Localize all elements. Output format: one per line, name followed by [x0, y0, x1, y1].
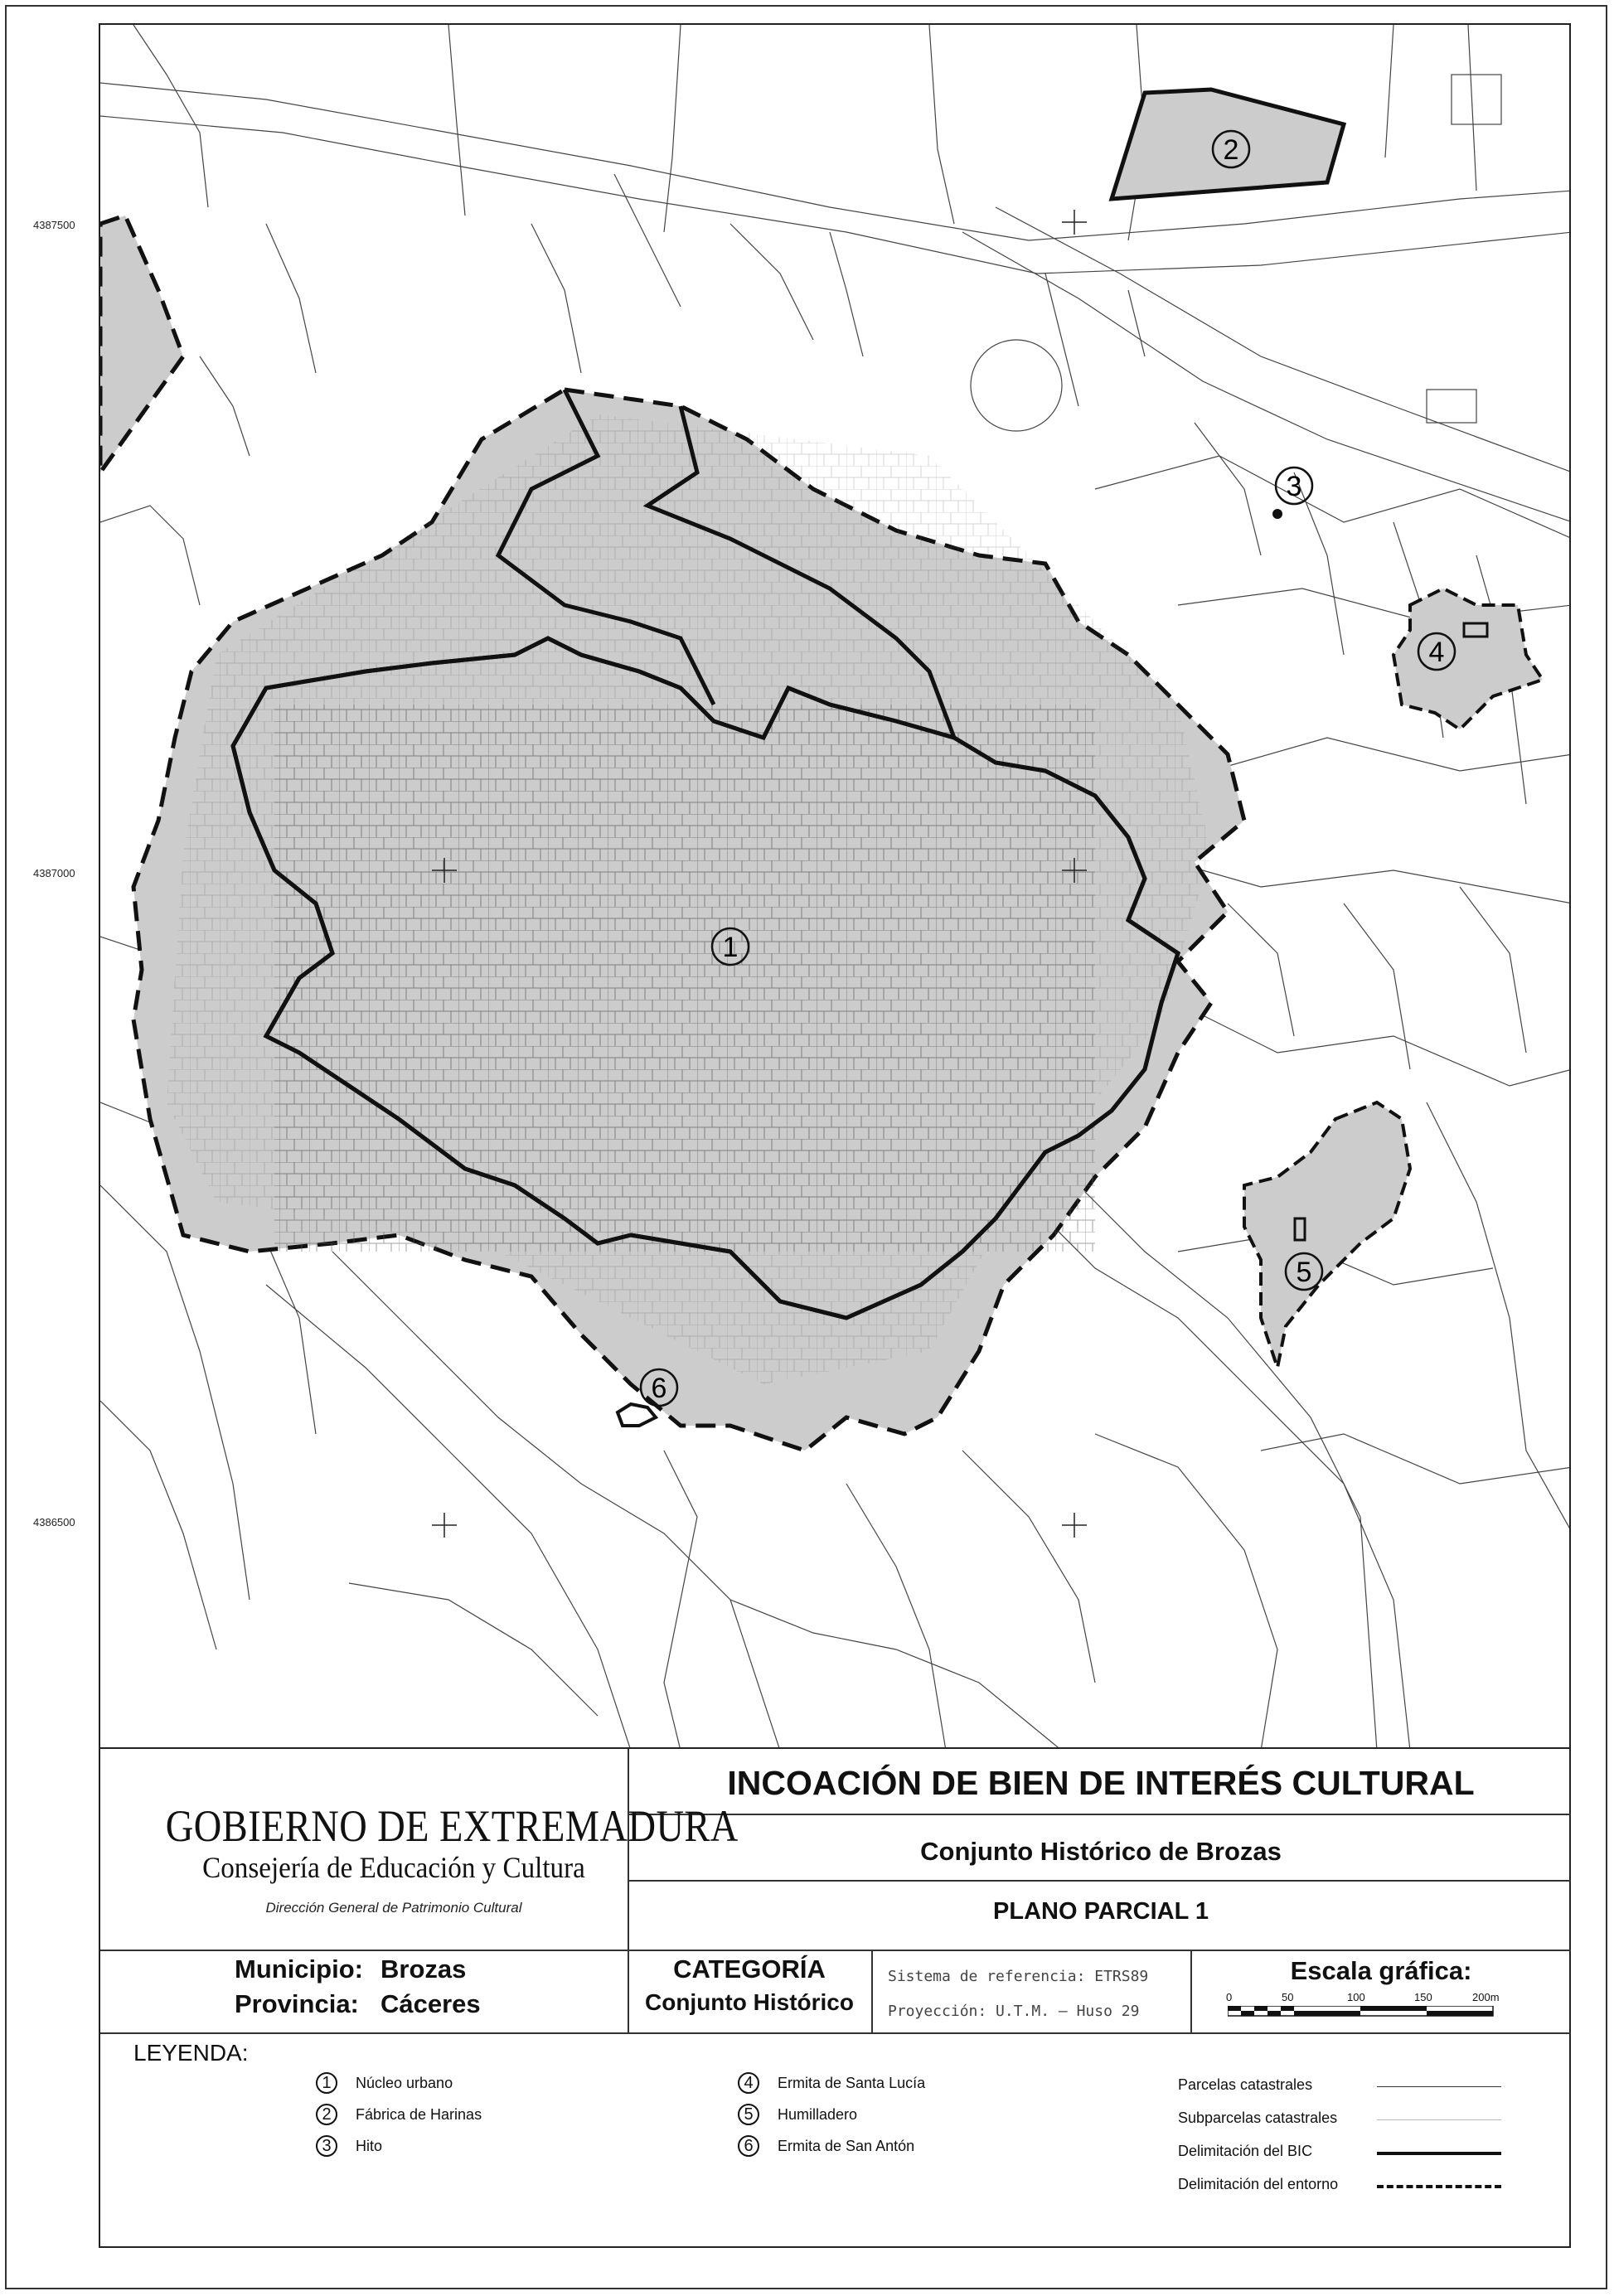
legend-num-4: 4: [738, 2072, 759, 2094]
legend-label-4: Ermita de Santa Lucía: [778, 2075, 926, 2091]
divider-subtitle: [628, 1880, 1571, 1882]
divider-sistema: [871, 1950, 873, 2032]
coord-y-4387000: 4387000: [33, 867, 75, 879]
legend-line-subparcelas: [1377, 2119, 1501, 2120]
scale-tick-200: 200m: [1472, 1991, 1500, 2003]
sub-title: Conjunto Histórico de Brozas: [920, 1837, 1282, 1866]
logo-sub: Consejería de Educación y Cultura: [202, 1851, 585, 1884]
legend-num-6: 6: [738, 2135, 759, 2157]
label-1-text: 1: [722, 932, 739, 963]
provincia-label: Provincia:: [235, 1989, 359, 2018]
proyeccion: Proyección: U.T.M. – Huso 29: [888, 2003, 1140, 2020]
legend-label-5: Humilladero: [778, 2106, 858, 2123]
categoria-label: CATEGORÍA: [673, 1955, 826, 1984]
legend-line-label-parcelas: Parcelas catastrales: [1178, 2076, 1313, 2093]
legend-line-parcelas: [1377, 2086, 1501, 2087]
label-3-marker: [1276, 467, 1312, 504]
scale-tick-150: 150: [1414, 1991, 1432, 2003]
map-frame: [99, 23, 1571, 1749]
provincia-value: Cáceres: [380, 1989, 481, 2018]
title-block: [99, 1747, 1571, 2248]
divider-legend: [100, 2032, 1571, 2034]
site-5-area: [1244, 1102, 1410, 1368]
legend-line-label-subparcelas: Subparcelas catastrales: [1178, 2110, 1338, 2126]
legend-line-label-entorno: Delimitación del entorno: [1178, 2176, 1339, 2192]
scale-bar: [1228, 2006, 1501, 2017]
legend-num-1: 1: [316, 2072, 337, 2094]
legend-line-entorno: [1377, 2185, 1501, 2188]
legend-line-bic: [1377, 2152, 1501, 2155]
site-4-area: [1393, 589, 1543, 729]
scale-tick-50: 50: [1282, 1991, 1294, 2003]
legend-num-3: 3: [316, 2135, 337, 2157]
legend-title: LEYENDA:: [133, 2040, 249, 2066]
label-4-text: 4: [1428, 637, 1445, 668]
label-6-text: 6: [651, 1373, 667, 1404]
sistema-referencia: Sistema de referencia: ETRS89: [888, 1968, 1149, 1985]
municipio-value: Brozas: [380, 1955, 467, 1984]
map-canvas: [100, 25, 1571, 1749]
legend-label-2: Fábrica de Harinas: [356, 2106, 482, 2123]
scale-tick-0: 0: [1226, 1991, 1233, 2003]
legend-label-6: Ermita de San Antón: [778, 2138, 915, 2154]
divider-info: [100, 1950, 1571, 1951]
coord-y-4387500: 4387500: [33, 219, 75, 231]
legend-num-2: 2: [316, 2104, 337, 2125]
plano-title: PLANO PARCIAL 1: [993, 1898, 1209, 1925]
label-5-text: 5: [1296, 1257, 1312, 1288]
label-2-text: 2: [1223, 134, 1239, 166]
entorno-area-nw: [100, 216, 183, 472]
scale-title: Escala gráfica:: [1290, 1956, 1472, 1985]
coord-y-4386500: 4386500: [33, 1516, 75, 1528]
label-3-text: 3: [1286, 471, 1302, 502]
legend-label-1: Núcleo urbano: [356, 2075, 453, 2091]
legend-label-3: Hito: [356, 2138, 383, 2154]
municipio-label: Municipio:: [235, 1955, 363, 1984]
main-title: INCOACIÓN DE BIEN DE INTERÉS CULTURAL: [727, 1764, 1475, 1802]
scale-tick-100: 100: [1347, 1991, 1365, 2003]
site-6-building: [618, 1404, 656, 1426]
logo-dir: Dirección General de Patrimonio Cultural: [265, 1900, 522, 1916]
site-3-marker: [1272, 509, 1282, 519]
divider-title: [628, 1814, 1571, 1815]
categoria-value: Conjunto Histórico: [645, 1989, 854, 2015]
logo-main: GOBIERNO DE EXTREMADURA: [165, 1801, 739, 1851]
legend-num-5: 5: [738, 2104, 759, 2125]
legend-line-label-bic: Delimitación del BIC: [1178, 2143, 1313, 2159]
